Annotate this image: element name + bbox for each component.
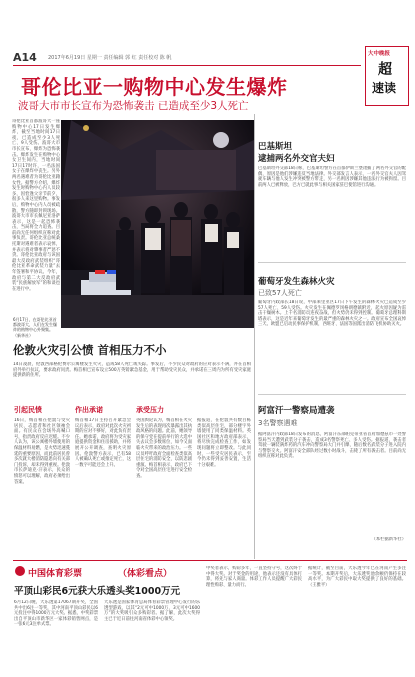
side-divider-1 <box>258 262 406 263</box>
london-col1-title: 引起民愤 <box>14 406 42 414</box>
lead-body: 哥伦比亚首都波哥大一座购物中心17日发生爆炸，截至当地时间17日夜，已造成至少3人死亡、9人受伤。波哥大市市长宣布，爆炸为恐怖袭击。爆炸发生在购物中心女卫生间内，当地时间17日17时许，一名法国女子在爆炸中丧生。另外两名遇难者为哥伦比亚籍女性。据警方介绍，爆炸发生时购物中心内人员较多，因恰逢父亲节前夕，很多人来这里购物。事发后，购物中心内人员被疏散，警方随即封锁现场。波哥大市市长佩尼亚洛萨表示，这是一起恐怖袭击，当局将全力追查。目前尚无任何组织宣称对此事负责。哥伦比亚总统桑托斯对遇难者表示哀悼，并表示将对肇事者严惩不贷。哥伦比亚政府与该国最大反政府武装组织“哥伦比亚革命武装力量”去年签署和平协议。今年，政府与第二大反政府武装“民族解放军”的和谈也在进行中。 <box>12 119 60 292</box>
brand-tag-1: 超 <box>378 62 392 78</box>
afghan-body: 据阿富汗内政部18日发布的消息，阿富汗东部帕克蒂亚省首府加德兹市一处警察局当天遭到武装分子袭击，造成3名警察死亡、多人受伤。据报道，袭击者驾驶一辆装满炸药的汽车冲向警察局大门并引爆，随后数名武装分子进入院内与警察交火。阿富汗安全部队经过数小时战斗，击毙了所有袭击者。目前尚无组织宣称对此负责。 <box>258 432 406 460</box>
london-col4-body: 据报道，在伦敦共有数百栋类似高层住宅，部分楼宇外墙使用了同类保温材料。英国社区和地方政府部表示，将尽快完成检查工作，如发现问题将立即整改。与此同时，一些受灾居民表示，至今仍未得到妥善安置，生活十分艰难。 <box>197 418 251 468</box>
lottery-body-1: 6月12日晚，大乐透第17067期开奖，全国共中出6注一等奖，其中河南平顶山彩民以6元投注中得1000万元大奖。据悉，中奖彩票出自平顶山市新华区一家体彩销售网点，是一张6元3注单式票。 <box>14 600 98 628</box>
brand-tag-2: 速读 <box>372 81 397 95</box>
photo-caption: 6月17日，在哥伦比亚首都波哥大，人们在发生爆炸的购物中心外聚集。（新华社） <box>13 317 57 338</box>
london-summary: 14日凌晨，伦敦西部格伦费尔公寓楼发生火灾，造成58人死亡或失踪。事发后，不少民众对政府的应对表示不满，并在首相府外举行抗议，要求政府问责。梅首相已宣布设立500万英镑紧急基金，用于帮助受灾民众，并承诺在三周内为所有受灾家庭提供新的住所。 <box>13 362 251 379</box>
lead-headline: 哥伦比亚一购物中心发生爆炸 <box>21 75 288 99</box>
side-credit: （本栏据新华社） <box>371 537 406 542</box>
portugal-title: 葡萄牙发生森林火灾 <box>258 277 335 287</box>
afghan-title: 阿富汗一警察局遭袭 <box>258 406 335 416</box>
lottery-brand: 中国体育彩票 <box>28 569 83 579</box>
lottery-body-3: 中奖者表示，购彩多年，一直坚持守号，这次终于中得大奖。对于奖金的用途，他表示还没有具体打算，将先与家人商量。体彩工作人员提醒广大彩民理性购彩、量力而行。 <box>206 566 302 588</box>
london-col3-title: 承受压力 <box>136 406 164 414</box>
lottery-headline: 平顶山彩民6元获大乐透头奖1000万元 <box>14 586 181 597</box>
lottery-body-2: 大乐透是国家体育总局体育彩票管理中心发行的乐透型游戏，以其“2元可中1000万、3元可中1600万”的大奖吸引众多购彩者。据了解，此次大奖得主已于近日前往河南省体彩中心领奖。 <box>104 600 200 622</box>
lottery-body-4: 据统计，截至目前，大乐透今年已在河南产生多注一等奖。本期开奖后，大乐透奖池余额仍保持在较高水平，为广大彩民中取大奖提供了良好的基础。（王雅平） <box>308 566 406 588</box>
london-col2-body: 梅首相17日主持召开紧急会议后表示，政府对此次火灾初期的应对不够好，对此负有责任。她承诺，政府将为受灾家庭提供资金和住房援助，并将展开公开调查，查明火灾原因。伦敦警方表示，已有58人被确认死亡或推定死亡，这一数字可能还会上升。 <box>75 418 131 468</box>
portugal-body: 葡萄牙内政部长18日说，中部莱里亚区17日下午发生的森林火灾已造成至少57人死亡、59人受伤。火灾发生在佩德罗冈格朗德镇附近，起火原因疑为雷击干燥树木。上千名消防员连夜奋战，但火势仍未得到控制。葡萄牙总理科斯塔表示，这是近年来葡萄牙发生的最严重的森林火灾之一。政府宣布全国哀悼三天。欧盟已启动民事保护机制，西班牙、法国等国派出消防飞机协助灭火。 <box>258 300 406 328</box>
afghan-sub: 3名警察遇难 <box>258 419 298 427</box>
side-divider-2 <box>258 394 406 395</box>
side-column-divider <box>254 114 255 559</box>
london-col2-title: 作出承诺 <box>75 406 103 414</box>
pakistan-title-1: 巴基斯坦 <box>258 142 293 152</box>
lottery-rule <box>13 560 407 561</box>
lottery-section: （体彩看点） <box>118 569 173 579</box>
pakistan-body: 巴基斯坦外交部18日称，巴基斯坦警方在首都伊斯兰堡逮捕了两名外交官的配偶，原因是他们涉嫌违反当地法律。外交部发言人表示，一名外交官夫人因驾驶车辆与他人发生冲突被警方带走，另一名则因涉嫌其他违法行为被拘留。目前两人已被释放，巴方已就此事与相关国家驻巴使馆进行沟通。 <box>258 166 406 188</box>
date-line: 2017年6月19日 星期一 责任编辑 郭 红 责任校对 陈 帆 <box>48 55 172 61</box>
portugal-sub: 已致57人死亡 <box>258 289 302 297</box>
page-number: A14 <box>13 51 37 64</box>
london-col3-body: 英国舆论认为，梅首相在火灾发生后的表现再次暴露出其执政风格的问题。此前，她领导的保守党在提前举行的大选中失去议会多数席位，如今又面临火灾带来的政治压力。一些议员呼吁政府全面检查类似高层住宅的消防安全，以防悲剧重演。梅首相表示，政府已下令对全国高层住宅进行安全检查。 <box>136 418 192 479</box>
london-col1-body: 16日，梅首相在伦敦与受灾居民、志愿者和社区领袖会面。有民众在会场外高喊口号，指责政府反应迟缓。不少人认为，该公寓楼外墙使用的保温材料易燃，是火势迅速蔓延的重要原因，而此前居民曾多次就大楼消防隐患向有关部门投诉，却未得到重视。伦敦市长萨迪克·汗表示，民众的愤怒可以理解，政府必须给出答案。 <box>14 418 70 485</box>
lead-subhead: 波哥大市市长宣布为恐怖袭击 已造成至少3人死亡 <box>18 100 249 112</box>
london-headline: 伦敦火灾引公愤 首相压力不小 <box>13 343 167 357</box>
lottery-logo-icon <box>15 566 25 576</box>
masthead-rule <box>13 65 361 66</box>
brand-name: 大中晚报 <box>368 51 391 57</box>
brand-logo <box>365 46 409 106</box>
explosion-photo <box>61 120 254 328</box>
pakistan-title-2: 逮捕两名外交官夫妇 <box>258 154 335 164</box>
